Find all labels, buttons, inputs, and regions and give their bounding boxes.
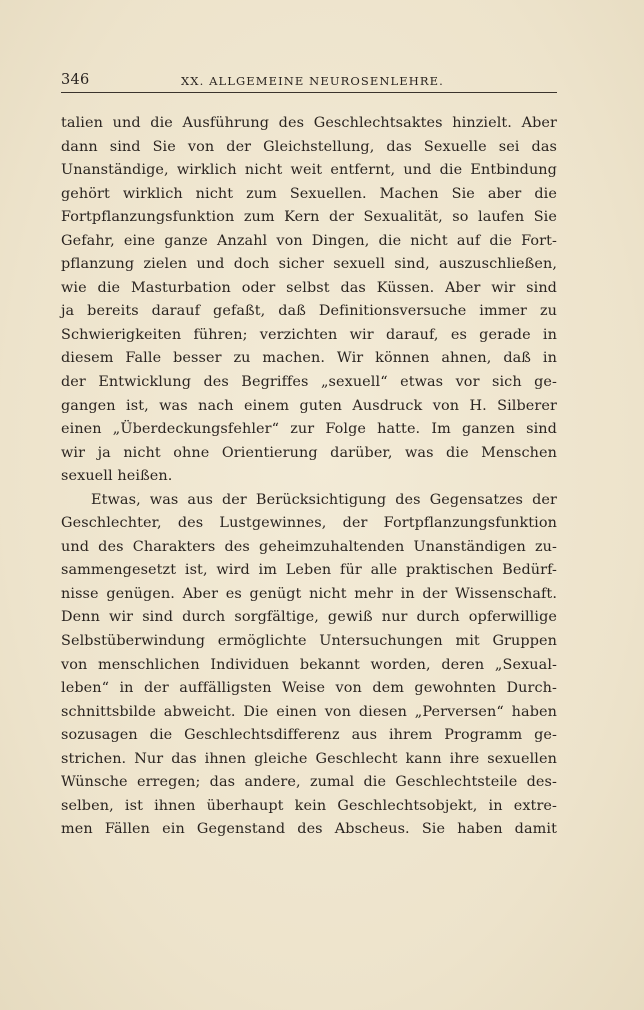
text-line: wie die Masturbation oder selbst das Küssen. Aber wir sind [61, 279, 557, 296]
text-line: sammengesetzt ist, wird im Leben für alle praktischen Bedürf- [61, 562, 557, 579]
text-line: gangen ist, was nach einem guten Ausdruck von H. Silberer [61, 397, 557, 414]
text-line: der Entwicklung des Begriffes „sexuell“ etwas vor sich ge- [61, 374, 557, 391]
text-line: Unanständige, wirklich nicht weit entfernt, und die Entbindung [61, 162, 557, 179]
body-text [61, 112, 557, 842]
text-line: von menschlichen Individuen bekannt worden, deren „Sexual- [61, 656, 557, 673]
text-line: Gefahr, eine ganze Anzahl von Dingen, die nicht auf die Fort- [61, 232, 557, 249]
page-number: 346 [61, 72, 90, 88]
text-line: und des Charakters des geheimzuhaltenden Unanständigen zu- [61, 538, 557, 555]
text-line: Wünsche erregen; das andere, zumal die Geschlechtsteile des- [61, 774, 557, 791]
text-line: Geschlechter, des Lustgewinnes, der Fortpflanzungsfunktion [61, 515, 557, 532]
text-line: Fortpflanzungsfunktion zum Kern der Sexualität, so laufen Sie [61, 209, 557, 226]
text-line: strichen. Nur das ihnen gleiche Geschlecht kann ihre sexuellen [61, 750, 557, 767]
text-line: men Fällen ein Gegenstand des Abscheus. Sie haben damit [61, 821, 557, 838]
text-line-paragraph-end: sexuell heißen. [61, 468, 173, 485]
text-line: ja bereits darauf gefaßt, daß Definitionsversuche immer zu [61, 303, 557, 320]
text-line: schnittsbilde abweicht. Die einen von diesen „Perversen“ haben [61, 703, 557, 720]
text-line: einen „Überdeckungsfehler“ zur Folge hatte. Im ganzen sind [61, 421, 557, 438]
text-line: pflanzung zielen und doch sicher sexuell sind, auszuschließen, [61, 256, 557, 273]
text-line: leben“ in der auffälligsten Weise von dem gewohnten Durch- [61, 680, 557, 697]
text-line: sozusagen die Geschlechtsdifferenz aus ihrem Programm ge- [61, 727, 557, 744]
text-line: selben, ist ihnen überhaupt kein Geschlechtsobjekt, in extre- [61, 797, 557, 814]
text-line: wir ja nicht ohne Orientierung darüber, was die Menschen [61, 444, 557, 461]
text-line: Selbstüberwindung ermöglichte Untersuchungen mit Gruppen [61, 633, 557, 650]
page-header [61, 70, 557, 93]
text-line: Denn wir sind durch sorgfältige, gewiß nur durch opferwillige [61, 609, 557, 626]
text-line: nisse genügen. Aber es genügt nicht mehr in der Wissenschaft. [61, 585, 557, 602]
text-line: diesem Falle besser zu machen. Wir können ahnen, daß in [61, 350, 557, 367]
text-line: Schwierigkeiten führen; verzichten wir darauf, es gerade in [61, 326, 557, 343]
text-line-paragraph-start: Etwas, was aus der Berücksichtigung des Gegensatzes der [91, 491, 557, 508]
running-head: XX. ALLGEMEINE NEUROSENLEHRE. [181, 74, 444, 88]
text-line: dann sind Sie von der Gleichstellung, das Sexuelle sei das [61, 138, 557, 155]
text-line: gehört wirklich nicht zum Sexuellen. Machen Sie aber die [61, 185, 557, 202]
text-line: talien und die Ausführung des Geschlechtsaktes hinzielt. Aber [61, 115, 557, 131]
